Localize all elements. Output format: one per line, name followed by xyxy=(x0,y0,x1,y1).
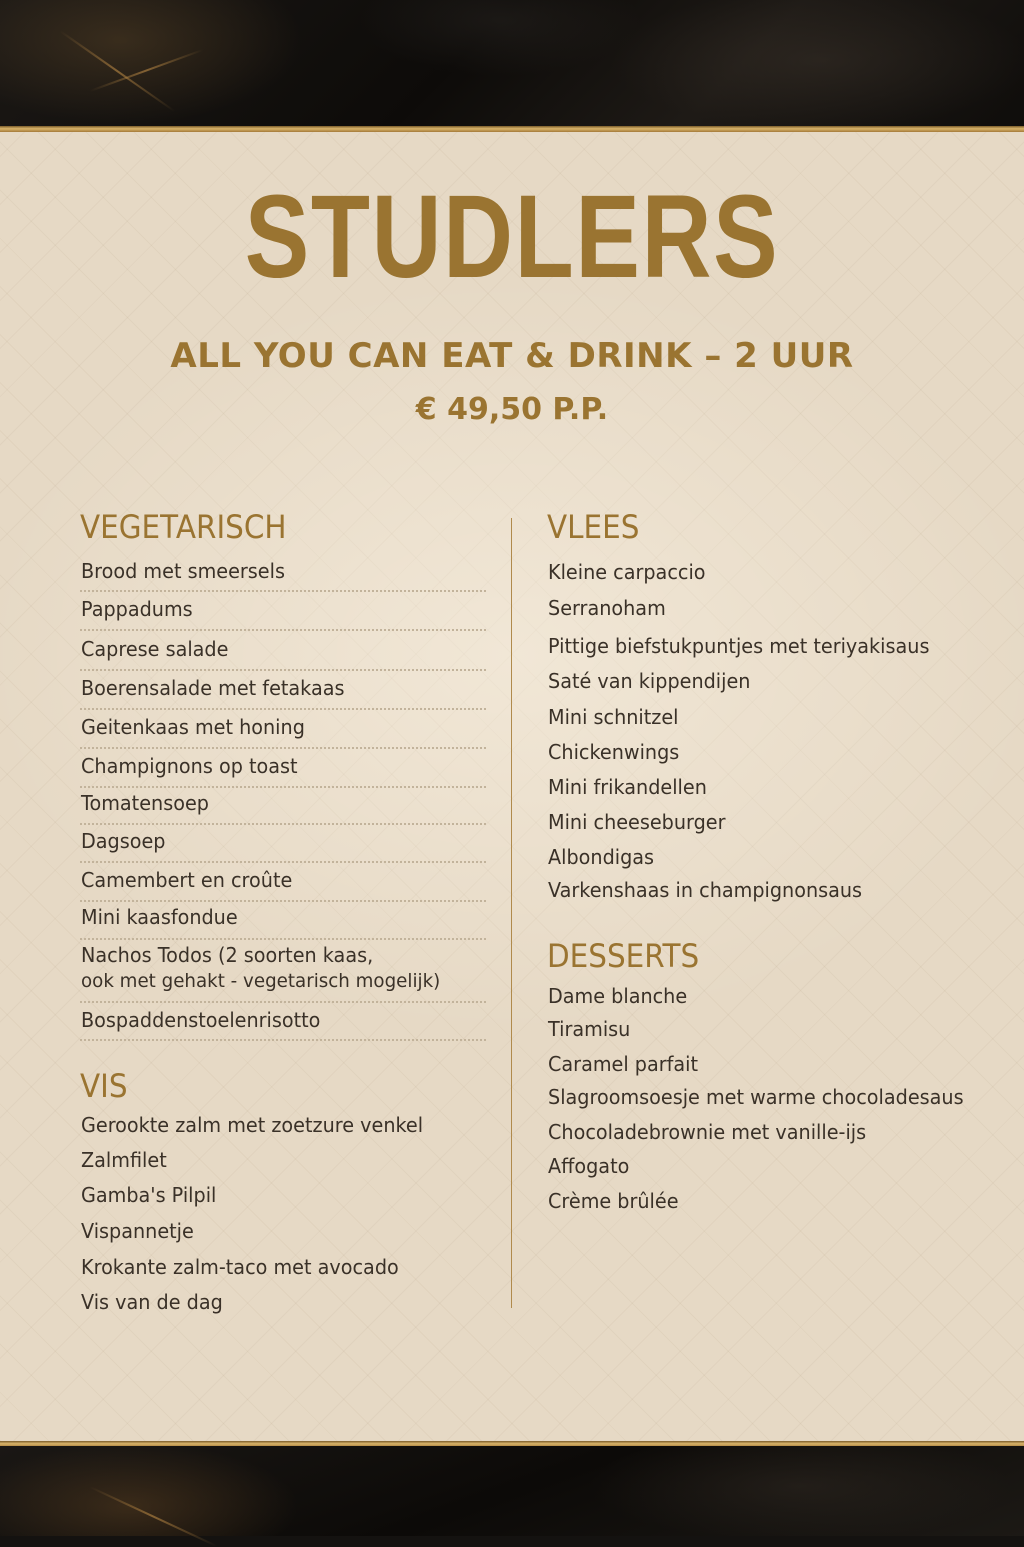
menu-item: Mini schnitzel xyxy=(548,705,679,729)
dotted-separator xyxy=(80,1001,486,1003)
menu-item: Varkenshaas in champignonsaus xyxy=(548,878,863,902)
menu-item: Tiramisu xyxy=(548,1017,631,1041)
menu-item: Chickenwings xyxy=(548,740,680,764)
dotted-separator xyxy=(80,861,486,863)
menu-item-continuation: ook met gehakt - vegetarisch mogelijk) xyxy=(81,970,441,992)
section-title-vegetarisch: VEGETARISCH xyxy=(80,508,287,546)
dotted-separator xyxy=(80,669,486,671)
marble-header-background xyxy=(0,0,1024,126)
dotted-separator xyxy=(80,747,486,749)
menu-item: Bospaddenstoelenrisotto xyxy=(81,1008,321,1032)
dotted-separator xyxy=(80,1039,486,1041)
menu-item: Kleine carpaccio xyxy=(548,560,706,584)
dotted-separator xyxy=(80,708,486,710)
menu-item: Krokante zalm-taco met avocado xyxy=(81,1255,399,1279)
menu-item: Dagsoep xyxy=(81,829,166,853)
section-title-desserts: DESSERTS xyxy=(547,937,700,975)
restaurant-title: STUDLERS xyxy=(244,171,780,303)
menu-item: Vispannetje xyxy=(81,1219,194,1243)
dotted-separator xyxy=(80,823,486,825)
menu-item: Mini frikandellen xyxy=(548,775,707,799)
marble-vein xyxy=(59,30,175,112)
menu-item: Brood met smeersels xyxy=(81,559,285,583)
dotted-separator xyxy=(80,938,486,940)
section-title-vis: VIS xyxy=(80,1067,128,1105)
dotted-separator xyxy=(80,786,486,788)
menu-item: Champignons op toast xyxy=(81,754,298,778)
menu-item: Caprese salade xyxy=(81,637,229,661)
menu-item: Pittige biefstukpuntjes met teriyakisaus xyxy=(548,634,930,658)
menu-item: Slagroomsoesje met warme chocoladesaus xyxy=(548,1085,964,1109)
menu-item: Zalmfilet xyxy=(81,1148,167,1172)
marble-vein xyxy=(90,1486,218,1547)
menu-item: Tomatensoep xyxy=(81,791,209,815)
menu-item: Caramel parfait xyxy=(548,1052,699,1076)
column-divider xyxy=(511,518,512,1308)
menu-item: Affogato xyxy=(548,1154,630,1178)
menu-item: Gerookte zalm met zoetzure venkel xyxy=(81,1113,424,1137)
dotted-separator xyxy=(80,590,486,592)
menu-item: Geitenkaas met honing xyxy=(81,715,305,739)
menu-price: € 49,50 P.P. xyxy=(415,392,609,427)
menu-item: Crème brûlée xyxy=(548,1189,679,1213)
menu-item: Mini cheeseburger xyxy=(548,810,726,834)
marble-footer-background xyxy=(0,1446,1024,1536)
menu-item: Mini kaasfondue xyxy=(81,905,238,929)
menu-item: Saté van kippendijen xyxy=(548,669,751,693)
marble-vein xyxy=(90,49,203,92)
menu-item: Albondigas xyxy=(548,845,655,869)
menu-item: Camembert en croûte xyxy=(81,868,293,892)
menu-item: Chocoladebrownie met vanille-ijs xyxy=(548,1120,867,1144)
menu-item: Vis van de dag xyxy=(81,1290,223,1314)
section-title-vlees: VLEES xyxy=(547,508,640,546)
dotted-separator xyxy=(80,900,486,902)
dotted-separator xyxy=(80,629,486,631)
menu-item: Dame blanche xyxy=(548,984,688,1008)
menu-item: Serranoham xyxy=(548,596,666,620)
menu-item: Pappadums xyxy=(81,597,193,621)
menu-item: Gamba's Pilpil xyxy=(81,1183,217,1207)
menu-item: Nachos Todos (2 soorten kaas, xyxy=(81,943,374,967)
menu-item: Boerensalade met fetakaas xyxy=(81,676,345,700)
menu-subtitle: ALL YOU CAN EAT & DRINK – 2 UUR xyxy=(170,336,854,376)
